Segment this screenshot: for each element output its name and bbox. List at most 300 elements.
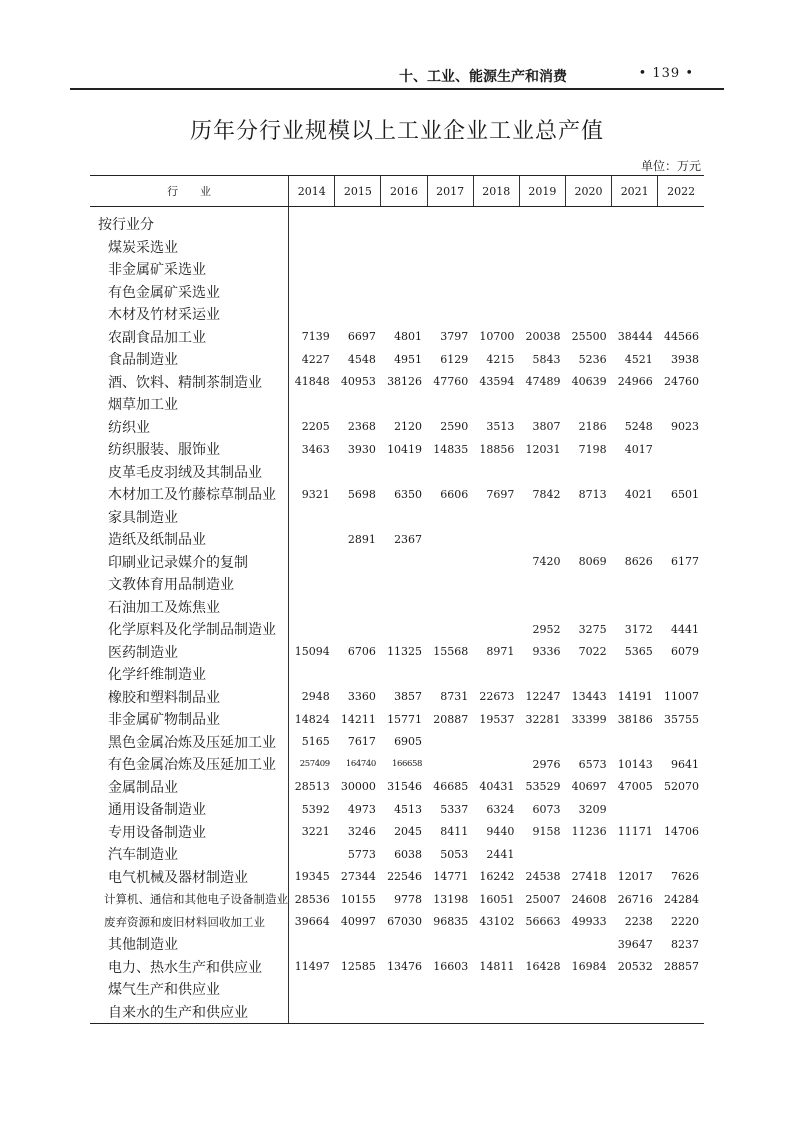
value-cell: 38444 [617,330,653,344]
value-cell [473,213,519,236]
value-cell [335,213,381,236]
value-cell [427,1001,473,1024]
value-cell [519,461,565,484]
value-cell: 6177 [671,555,699,569]
industry-name-cell: 其他制造业 [108,937,178,954]
value-cell [565,1001,611,1024]
value-cell: 5053 [440,847,469,861]
value-cell [381,1001,427,1024]
value-cell [335,506,381,529]
value-cell [473,978,519,1001]
value-cell: 6324 [486,802,515,816]
value-cell: 43594 [479,375,515,389]
value-cell [565,236,611,259]
value-cell [658,978,704,1001]
industry-name-cell: 有色金属矿采选业 [108,284,220,301]
table-row [90,641,704,664]
value-cell: 28857 [664,960,699,974]
value-cell: 6706 [347,645,376,659]
value-cell: 24538 [525,870,561,884]
value-cell [381,506,427,529]
value-cell: 46685 [433,780,469,794]
value-cell [381,618,427,641]
value-cell: 3360 [347,690,376,704]
value-cell [335,393,381,416]
value-cell [519,978,565,1001]
value-cell [658,1001,704,1024]
industry-name-cell: 家具制造业 [108,509,178,526]
value-cell: 3930 [347,442,376,456]
value-cell: 4441 [671,622,699,636]
value-cell: 15094 [289,641,335,664]
value-cell: 24760 [664,375,699,389]
value-cell: 6606 [440,487,469,501]
value-cell: 31546 [387,780,423,794]
value-cell [289,281,335,304]
value-cell [473,236,519,259]
section-title: 十、工业、能源生产和消费 [399,69,567,85]
value-cell: 43102 [479,915,515,929]
value-cell: 2590 [440,420,469,434]
value-cell: 40953 [340,375,376,389]
value-cell: 20532 [617,960,653,974]
value-cell: 3246 [347,825,376,839]
value-cell [427,573,473,596]
value-cell [658,258,704,281]
header-rule [70,88,724,90]
value-cell [658,236,704,259]
value-cell [658,663,704,686]
table-row [90,753,704,776]
table-row [90,933,704,956]
value-cell: 6073 [532,802,561,816]
value-cell [473,753,519,776]
value-cell [289,933,335,956]
value-cell: 11236 [571,825,607,839]
value-cell: 4973 [347,802,376,816]
value-cell [658,843,704,866]
value-cell: 16428 [525,960,561,974]
value-cell [427,618,473,641]
value-cell [289,258,335,281]
value-cell [427,753,473,776]
value-cell: 14191 [617,690,653,704]
table-row [90,281,704,304]
value-cell: 16242 [479,870,515,884]
year-column-header: 2014 [289,176,335,207]
value-cell: 27344 [340,870,376,884]
value-cell: 9440 [486,825,515,839]
year-column-header: 2016 [381,176,427,207]
value-cell: 8713 [578,487,607,501]
value-cell: 6905 [394,735,423,749]
year-column-header: 2019 [519,176,565,207]
value-cell: 14835 [433,442,469,456]
value-cell: 40997 [340,915,376,929]
value-cell: 3275 [578,622,607,636]
value-cell [427,213,473,236]
table-row [90,708,704,731]
industry-name-cell: 纺织业 [108,419,150,436]
value-cell: 39664 [289,911,335,934]
value-cell: 6350 [394,487,423,501]
value-cell: 7697 [486,487,515,501]
value-cell [658,303,704,326]
value-cell: 14811 [479,960,515,974]
industry-name-cell: 纺织服装、服饰业 [108,442,220,459]
value-cell [381,281,427,304]
value-cell: 49933 [571,915,607,929]
value-cell: 2368 [347,420,376,434]
value-cell: 15568 [433,645,469,659]
industry-name-cell: 烟草加工业 [108,397,178,414]
value-cell [427,393,473,416]
value-cell [381,551,427,574]
value-cell [565,258,611,281]
value-cell [519,506,565,529]
value-cell: 6038 [394,847,423,861]
value-cell [335,663,381,686]
value-cell [427,236,473,259]
value-cell: 47005 [617,780,653,794]
industry-name-cell: 汽车制造业 [108,847,178,864]
industry-name-cell: 专用设备制造业 [108,824,206,841]
value-cell: 24966 [617,375,653,389]
value-cell [473,393,519,416]
value-cell: 39647 [617,937,653,951]
value-cell: 7842 [532,487,561,501]
value-cell: 28536 [289,888,335,911]
industry-name-cell: 橡胶和塑料制品业 [108,689,220,706]
table-row [90,326,704,349]
value-cell [612,1001,658,1024]
value-cell [565,978,611,1001]
value-cell: 38186 [617,712,653,726]
value-cell [612,798,658,821]
value-cell: 12247 [525,690,561,704]
value-cell [289,303,335,326]
value-cell [519,528,565,551]
value-cell: 6129 [440,352,469,366]
value-cell [335,551,381,574]
value-cell: 40697 [571,780,607,794]
value-cell: 53529 [525,780,561,794]
value-cell [473,303,519,326]
value-cell: 19537 [479,712,515,726]
industry-name-cell: 废弃资源和废旧材料回收加工业 [104,914,265,929]
value-cell: 8971 [486,645,515,659]
table-row [90,798,704,821]
value-cell [565,731,611,754]
value-cell: 13443 [571,690,607,704]
value-cell [289,461,335,484]
value-cell [473,618,519,641]
table-row [90,371,704,394]
value-cell [565,461,611,484]
value-cell [381,236,427,259]
value-cell [612,978,658,1001]
value-cell [473,1001,519,1024]
value-cell [565,303,611,326]
value-cell: 3209 [578,802,607,816]
value-cell [519,1001,565,1024]
value-cell [289,573,335,596]
table-row [90,573,704,596]
value-cell: 32281 [525,712,561,726]
value-cell [612,573,658,596]
table-row [90,438,704,461]
value-cell: 5248 [624,420,653,434]
value-cell: 8237 [671,937,699,951]
value-cell: 2441 [486,847,515,861]
value-cell [335,978,381,1001]
value-cell [612,281,658,304]
value-cell: 9023 [671,420,699,434]
value-cell: 10155 [340,892,376,906]
value-cell [289,528,335,551]
industry-name-cell: 煤炭采选业 [108,239,178,256]
value-cell: 14706 [664,825,699,839]
industry-name-cell: 木材及竹材采运业 [108,307,220,324]
table-body [90,207,704,1024]
value-cell [381,573,427,596]
value-cell: 40639 [571,375,607,389]
value-cell: 2952 [532,622,561,636]
value-cell [612,213,658,236]
unit-note: 单位：万元 [640,159,701,173]
value-cell: 6697 [347,330,376,344]
value-cell: 2120 [394,420,423,434]
value-cell: 22673 [479,690,515,704]
year-column-header: 2021 [612,176,658,207]
value-cell: 41848 [289,371,335,394]
value-cell: 11007 [664,690,699,704]
value-cell [612,393,658,416]
value-cell [381,258,427,281]
value-cell [565,506,611,529]
value-cell [381,978,427,1001]
value-cell: 2238 [624,915,653,929]
value-cell: 8731 [440,690,469,704]
value-cell: 8626 [624,555,653,569]
value-cell: 52070 [664,780,699,794]
value-cell [381,596,427,619]
value-cell [658,506,704,529]
value-cell [335,258,381,281]
value-cell: 5365 [624,645,653,659]
industry-output-table [90,175,704,1024]
table-row [90,776,704,799]
value-cell: 6573 [578,757,607,771]
value-cell [473,731,519,754]
value-cell: 7617 [347,735,376,749]
value-cell: 5773 [347,847,376,861]
value-cell [612,663,658,686]
value-cell: 4801 [394,330,423,344]
value-cell [335,618,381,641]
value-cell [519,573,565,596]
year-column-header: 2017 [427,176,473,207]
value-cell [658,461,704,484]
table-row [90,213,704,236]
value-cell [473,551,519,574]
table-row [90,618,704,641]
value-cell [473,461,519,484]
table-row [90,663,704,686]
value-cell [519,933,565,956]
value-cell: 35755 [664,712,699,726]
table-header-row [90,176,704,207]
page-title: 历年分行业规模以上工业企业工业总产值 [189,119,604,144]
value-cell [612,506,658,529]
value-cell: 2186 [578,420,607,434]
table-row [90,821,704,844]
value-cell [565,281,611,304]
value-cell: 2367 [394,532,423,546]
value-cell [381,393,427,416]
value-cell: 7626 [671,870,699,884]
table-row [90,1001,704,1024]
value-cell [335,236,381,259]
table-row [90,686,704,709]
value-cell [658,438,704,461]
value-cell: 9336 [532,645,561,659]
table-row [90,303,704,326]
value-cell [658,573,704,596]
industry-name-cell: 化学原料及化学制品制造业 [108,622,276,639]
value-cell [519,843,565,866]
value-cell [519,281,565,304]
value-cell [519,236,565,259]
industry-column-header: 行 业 [90,176,289,207]
value-cell: 5698 [347,487,376,501]
value-cell [335,573,381,596]
value-cell [612,303,658,326]
value-cell: 14211 [340,712,376,726]
value-cell: 12031 [525,442,561,456]
value-cell: 4548 [347,352,376,366]
value-cell: 3938 [671,352,699,366]
value-cell [473,663,519,686]
value-cell: 20887 [433,712,469,726]
industry-name-cell: 计算机、通信和其他电子设备制造业 [104,892,288,907]
table-row [90,258,704,281]
year-column-header: 2022 [658,176,704,207]
value-cell [289,551,335,574]
industry-name-cell: 木材加工及竹藤棕草制品业 [108,487,276,504]
running-head [70,66,724,88]
industry-name-cell: 有色金属冶炼及压延加工业 [108,757,276,774]
page-number: • 139 • [638,66,694,81]
value-cell: 5337 [440,802,469,816]
value-cell [289,596,335,619]
table-row [90,416,704,439]
value-cell [289,618,335,641]
value-cell [519,393,565,416]
value-cell: 3857 [394,690,423,704]
value-cell [381,213,427,236]
industry-name-cell: 食品制造业 [108,352,178,369]
value-cell [427,506,473,529]
industry-name-cell: 非金属矿物制品业 [108,712,220,729]
table-row [90,236,704,259]
value-cell [565,843,611,866]
table-row [90,911,704,934]
value-cell: 6079 [671,645,699,659]
industry-name-cell: 酒、饮料、精制茶制造业 [108,374,262,391]
value-cell: 10143 [617,757,653,771]
value-cell: 9778 [394,892,423,906]
value-cell [658,798,704,821]
value-cell: 2045 [394,825,423,839]
industry-name-cell: 电气机械及器材制造业 [108,869,248,886]
value-cell [565,663,611,686]
industry-name-cell: 煤气生产和供应业 [108,982,220,999]
value-cell: 166658 [392,759,423,770]
table-row [90,528,704,551]
value-cell: 9321 [289,483,335,506]
table-row [90,393,704,416]
value-cell: 11325 [387,645,423,659]
value-cell: 24284 [664,892,699,906]
value-cell [381,303,427,326]
value-cell: 6501 [671,487,699,501]
value-cell: 4951 [394,352,423,366]
value-cell: 56663 [525,915,561,929]
value-cell: 3463 [289,438,335,461]
value-cell: 257409 [289,753,335,776]
value-cell [565,393,611,416]
value-cell: 5165 [289,731,335,754]
value-cell [565,596,611,619]
value-cell [565,213,611,236]
value-cell [519,258,565,281]
value-cell [381,461,427,484]
value-cell [473,596,519,619]
value-cell [612,843,658,866]
value-cell: 13198 [433,892,469,906]
value-cell [658,596,704,619]
value-cell [289,506,335,529]
table-row [90,348,704,371]
industry-name-cell: 造纸及纸制品业 [108,532,206,549]
value-cell: 5236 [578,352,607,366]
value-cell: 18856 [479,442,515,456]
table-row [90,461,704,484]
value-cell [289,663,335,686]
value-cell: 8069 [578,555,607,569]
industry-name-cell: 医药制造业 [108,644,178,661]
industry-name-cell: 农副食品加工业 [108,329,206,346]
value-cell: 16984 [571,960,607,974]
value-cell [427,303,473,326]
value-cell [612,258,658,281]
value-cell [427,461,473,484]
value-cell [658,393,704,416]
value-cell [427,731,473,754]
value-cell [473,933,519,956]
value-cell: 2220 [671,915,699,929]
value-cell: 5843 [532,352,561,366]
value-cell [289,1001,335,1024]
value-cell: 19345 [289,866,335,889]
value-cell [335,596,381,619]
table-row [90,551,704,574]
industry-name-cell: 印刷业记录媒介的复制 [108,554,248,571]
industry-name-cell: 文教体育用品制造业 [108,577,234,594]
value-cell: 47760 [433,375,469,389]
value-cell: 20038 [525,330,561,344]
